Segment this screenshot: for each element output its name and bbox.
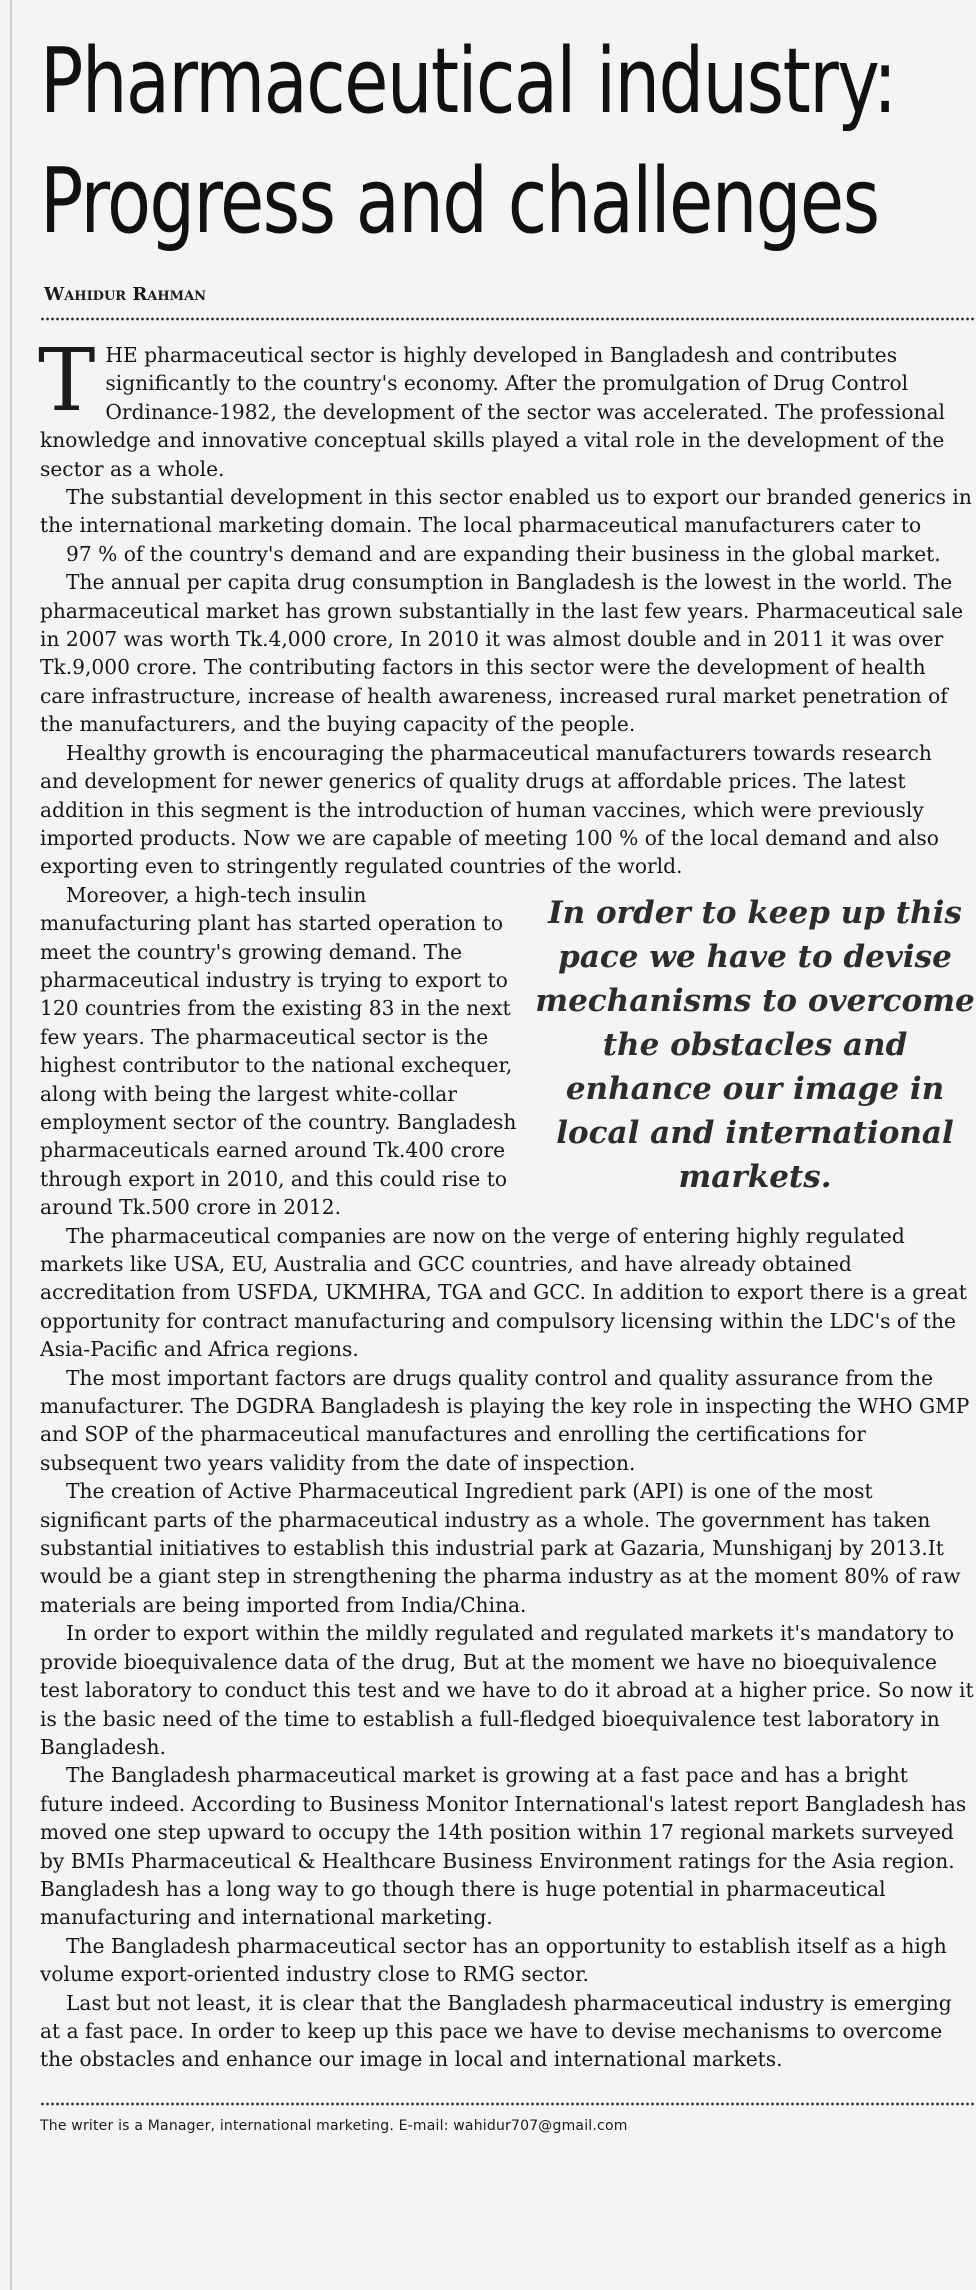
paragraph-text: HE pharmaceutical sector is highly developed in Bangladesh and contributes significantly to the country's economy. After the promulgation of Drug Control Ordinance-1982, the development of the sector was accelerated. The professional knowledge and innovative conceptual skills played a vital role in the development of the sector as a whole. [40,343,945,481]
byline: Wahidur Rahman [44,284,207,305]
paragraph: The Bangladesh pharmaceutical sector has an opportunity to establish itself as a high volume export-oriented industry close to RMG sector. [40,1933,947,1987]
headline-line-2: Progress and challenges [40,149,879,254]
paragraph: The substantial development in this sector enabled us to export our branded generics in the international marketing domain. The local pharmaceutical manufacturers cater to [40,485,972,538]
paragraph: The annual per capita drug consumption in Bangladesh is the lowest in the world. The pharmaceutical market has grown substantially in the last few years. Pharmaceutical sale in 2007 was worth Tk.4,000 crore, In 2010 it was almost double and in 2011 it was over Tk.9,000 crore. The contributing factors in this sector were the development of health care infrastructure, increase of health awareness, increased rural market penetration of the manufacturers, and the buying capacity of the people. [40,570,964,737]
paragraph [38,331,975,483]
author-note: The writer is a Manager, international marketing. E-mail: wahidur707@gmail.com [40,2117,628,2134]
drop-cap: T [38,331,96,431]
column-rule [10,0,12,2290]
paragraph: Last but not least, it is clear that the Bangladesh pharmaceutical industry is emerging at a fast pace. In order to keep up this pace we have to devise mechanisms to overcome the obstacles and enhance our image in local and international markets. [40,1990,952,2072]
paragraph: In order to export within the mildly regulated and regulated markets it's mandatory to provide bioequivalence data of the drug, But at the moment we have no bioequivalence test laboratory to conduct this test and we have to do it abroad at a higher price. So now it is the basic need of the time to establish a full-fledged bioequivalence test laboratory in Bangladesh. [40,1621,974,1759]
headline-line-1: Pharmaceutical industry: [40,29,896,134]
paragraph: The creation of Active Pharmaceutical Ingredient park (API) is one of the most significant parts of the pharmaceutical industry as a whole. The government has taken substantial initiatives to establish this industrial park at Gazaria, Munshiganj by 2013.It would be a giant step in strengthening the pharma industry as at the moment 80% of raw materials are being imported from India/China. [40,1479,961,1617]
paragraph: The Bangladesh pharmaceutical market is growing at a fast pace and has a bright future indeed. According to Business Monitor International's latest report Bangladesh has moved one step upward to occupy the 14th position within 17 regional markets surveyed by BMIs Pharmaceutical & Healthcare Business Environment ratings for the Asia region. Bangladesh has a long way to go though there is huge potential in pharmaceutical manufacturing and international marketing. [40,1763,967,1930]
pull-quote: In order to keep up this pace we have to devise mechanisms to overcome the obstacles and enhance our image in local and international markets. [535,894,975,1195]
paragraph: Healthy growth is encouraging the pharmaceutical manufacturers towards research and development for newer generics of quality drugs at affordable prices. The latest addition in this segment is the introduction of human vaccines, which were previously imported products. Now we are capable of meeting 100 % of the local demand and also exporting even to stringently regulated countries of the world. [40,740,939,879]
paragraph: Moreover, a high-tech insulin manufacturing plant has started operation to meet the country's growing demand. The pharmaceutical industry is trying to export to 120 countries from the existing 83 in the next few years. The pharmaceutical sector is the highest contributor to the national exchequer, along with being the largest white-collar employment sector of the country. Bangladesh pharmaceuticals earned around Tk.400 crore through export in 2010, and this could rise to around Tk.500 crore in 2012. [40,882,517,1220]
dotted-divider-bottom [40,2102,975,2106]
dotted-divider-top [40,317,975,321]
article-body [38,331,975,2074]
article-page [40,0,975,2290]
paragraph: The most important factors are drugs quality control and quality assurance from the manufacturer. The DGDRA Bangladesh is playing the key role in inspecting the WHO GMP and SOP of the pharmaceutical manufactures and enrolling the certifications for subsequent two years validity from the date of inspection. [40,1365,970,1475]
paragraph: The pharmaceutical companies are now on the verge of entering highly regulated markets like USA, EU, Australia and GCC countries, and have already obtained accreditation from USFDA, UKMHRA, TGA and GCC. In addition to export there is a great opportunity for contract manufacturing and compulsory licensing within the LDC's of the Asia-Pacific and Africa regions. [40,1223,967,1362]
paragraph: 97 % of the country's demand and are expanding their business in the global market. [66,541,941,566]
headline [40,0,896,262]
